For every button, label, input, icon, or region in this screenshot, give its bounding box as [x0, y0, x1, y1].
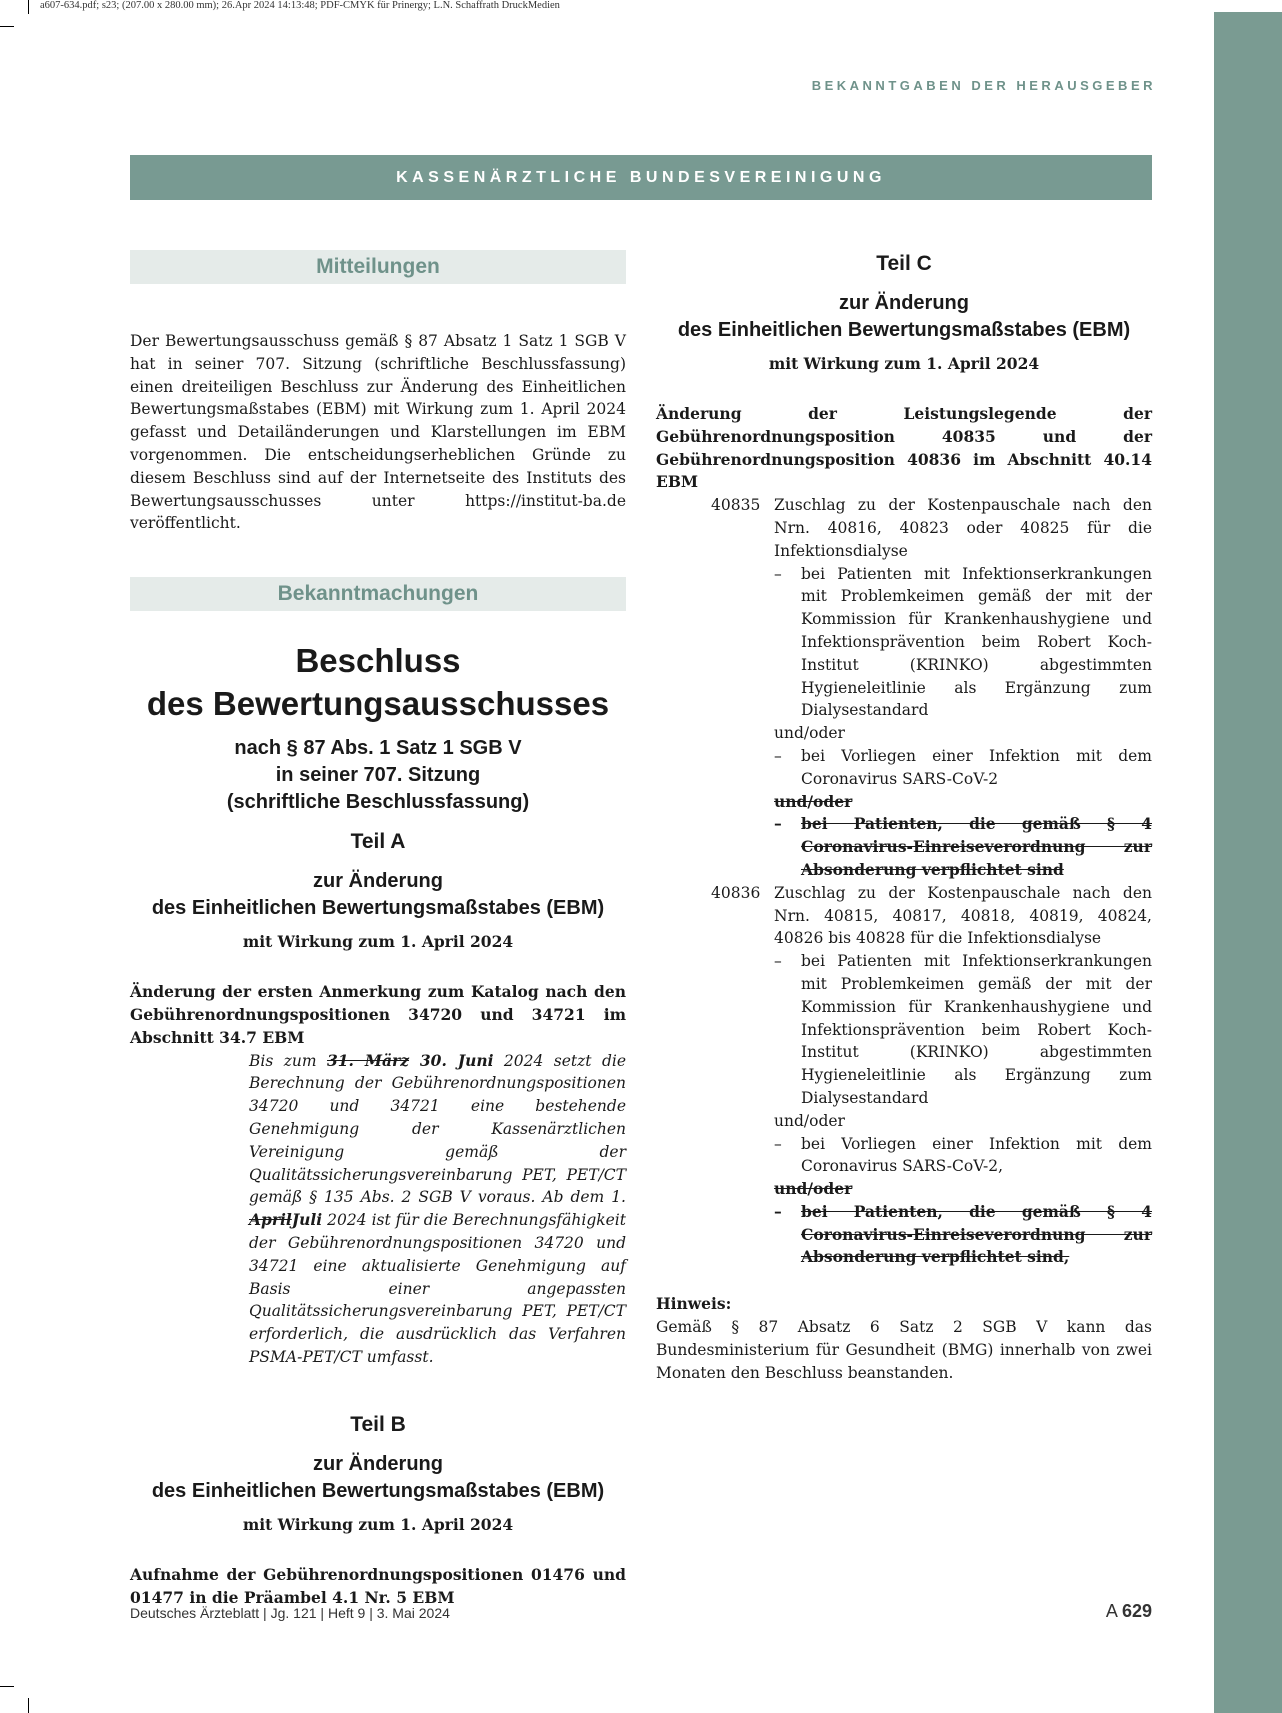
dash: –: [774, 1134, 782, 1153]
gop-bullet: [774, 950, 1152, 1110]
inserted-text: 30. Juni: [409, 1050, 494, 1070]
teil-a-zur-aenderung: zur Änderung: [313, 870, 443, 893]
dash: –: [774, 746, 782, 765]
connector: und/oder: [774, 724, 845, 743]
main-title: [130, 639, 626, 725]
dash: –: [774, 952, 782, 971]
page-prefix: A: [1105, 1601, 1117, 1621]
title-line-2: des Bewertungsausschusses: [146, 685, 610, 723]
running-head: BEKANNTGABEN DER HERAUSGEBER: [811, 78, 1156, 93]
hinweis-heading: Hinweis:: [656, 1294, 732, 1314]
teil-b-change-heading: Aufnahme der Gebührenordnungspositionen 01476 und 01477 in die Präambel 4.1 Nr. 5 EBM: [130, 1564, 626, 1607]
connector: und/oder: [774, 1111, 845, 1130]
footer-citation: Deutsches Ärzteblatt | Jg. 121 | Heft 9 | 3. Mai 2024: [130, 1605, 450, 1621]
mitteilungen-heading: Mitteilungen: [130, 250, 626, 284]
amended-text-part: 2024 setzt die Berechnung der Gebührenordnungspositionen 34720 und 34721 eine bestehende Genehmigung der Kassenärztlichen Vereinigung gemäß der Qualitätssicherungsvereinbarung PET, PET/CT gemäß § 135 Abs. 2 SGB V voraus. Ab dem 1.: [249, 1051, 627, 1207]
teil-c-change-heading: Änderung der Leistungslegende der Gebührenordnungsposition 40835 und der Gebührenordnungsposition 40836 im Abschnitt 40.14 EBM: [656, 404, 1152, 492]
teil-c-heading: Teil C: [876, 252, 932, 275]
teil-b-wirkung: mit Wirkung zum 1. April 2024: [242, 1514, 514, 1534]
title-line-1: Beschluss: [295, 642, 461, 680]
hinweis-text: Gemäß § 87 Absatz 6 Satz 2 SGB V kann das Bundesministerium für Gesundheit (BMG) innerhalb von zwei Monaten den Beschluss beanstanden.: [656, 1318, 1152, 1382]
crop-mark-bottom-left: [28, 1698, 29, 1713]
gop-number: 40835: [711, 496, 761, 515]
gop-entry-40835: [656, 494, 1152, 882]
bullet-text: bei Vorliegen einer Infektion mit dem Coronavirus SARS-CoV-2,: [801, 1134, 1152, 1176]
gop-entry-40836: [656, 882, 1152, 1270]
journal-volume: Jg. 121: [270, 1605, 317, 1621]
subtitle-line-2: in seiner 707. Sitzung: [275, 764, 481, 787]
print-info-line: a607-634.pdf; s23; (207.00 x 280.00 mm); 26.Apr 2024 14:13:48; PDF-CMYK für Prinergy; L.N. Schaffrath DruckMedien: [40, 0, 560, 11]
teil-a-heading: Teil A: [350, 830, 406, 854]
teil-a-ebm: des Einheitlichen Bewertungsmaßstabes (EBM): [151, 897, 605, 920]
page-number: [1106, 1601, 1152, 1622]
bullet-text: bei Patienten mit Infektionserkrankungen mit Problemkeimen gemäß der mit der Kommission für Krankenhaushygiene und Infektionsprävention beim Robert Koch-Institut (KRINKO) abgestimmten Hygieneleitlinie als Ergänzung zum Dialysestandard: [801, 952, 1152, 1107]
amended-text-part: 2024 ist für die Berechnungsfähigkeit der Gebührenordnungspositionen 34720 und 34721 eine aktualisierte Genehmigung auf Basis einer angepassten Qualitätssicherungsvereinbarung PET, PET/CT erforderlich, die ausdrücklich das Verfahren PSMA-PET/CT umfasst.: [249, 1211, 626, 1366]
subtitle-line-1: nach § 87 Abs. 1 Satz 1 SGB V: [234, 737, 522, 760]
bullet-text: bei Patienten, die gemäß § 4 Coronavirus-Einreiseverordnung zur Absonderung verpflichtet sind: [801, 814, 1152, 879]
bekanntmachungen-heading: Bekanntmachungen: [130, 577, 626, 611]
deleted-text: 31. März: [326, 1050, 410, 1070]
teil-a-wirkung: mit Wirkung zum 1. April 2024: [242, 932, 514, 952]
connector-deleted: und/oder: [774, 791, 853, 811]
gop-description: Zuschlag zu der Kostenpauschale nach den Nrn. 40816, 40823 oder 40825 für die Infektionsdialyse: [774, 496, 1152, 560]
teil-c-zur-aenderung: zur Änderung: [839, 292, 969, 314]
mitteilungen-text: Der Bewertungsausschuss gemäß § 87 Absatz 1 Satz 1 SGB V hat in seiner 707. Sitzung (schriftliche Beschlussfassung) einen dreiteiligen Beschluss zur Änderung des Einheitlichen Bewertungsmaßstabes (EBM) mit Wirkung zum 1. April 2024 gefasst und Detailänderungen und Klarstellungen im EBM vorgenommen. Die entscheidungserheblichen Gründe zu diesem Beschluss sind auf der Internetseite des Instituts des Bewertungsausschusses unter https://institut-ba.de veröffentlicht.: [130, 332, 626, 533]
gop-bullet-deleted: [774, 1201, 1152, 1269]
crop-mark-left: [0, 26, 14, 27]
teil-c-wirkung: mit Wirkung zum 1. April 2024: [768, 354, 1040, 373]
teil-a-change-heading: Änderung der ersten Anmerkung zum Katalog nach den Gebührenordnungspositionen 34720 und 34721 im Abschnitt 34.7 EBM: [130, 982, 626, 1047]
right-column: [656, 250, 1152, 1384]
teil-b-heading: Teil B: [350, 1412, 406, 1436]
left-column: [130, 250, 626, 1609]
gop-description: Zuschlag zu der Kostenpauschale nach den Nrn. 40815, 40817, 40818, 40819, 40824, 40826 bis 40828 für die Infektionsdialyse: [774, 883, 1152, 948]
connector-deleted: und/oder: [774, 1179, 853, 1199]
journal-issue: Heft 9: [327, 1605, 366, 1621]
bullet-text: bei Vorliegen einer Infektion mit dem Coronavirus SARS-CoV-2: [801, 746, 1152, 788]
inserted-text: Juli: [291, 1210, 323, 1230]
teil-a-amended-text: [249, 1050, 626, 1369]
section-banner: KASSENÄRZTLICHE BUNDESVEREINIGUNG: [130, 155, 1152, 200]
crop-mark-left-bottom: [0, 1686, 14, 1687]
gop-bullet-deleted: [774, 813, 1152, 881]
subtitle-line-3: (schriftliche Beschlussfassung): [226, 791, 530, 814]
gop-bullet: [774, 1133, 1152, 1179]
gop-bullet: [774, 563, 1152, 723]
crop-mark-top-left: [28, 0, 29, 14]
dash: –: [774, 814, 782, 834]
teil-b-zur-aenderung: zur Änderung: [313, 1452, 443, 1475]
bullet-text: bei Patienten, die gemäß § 4 Coronavirus-Einreiseverordnung zur Absonderung verpflichtet sind,: [801, 1201, 1152, 1267]
journal-date: 3. Mai 2024: [376, 1605, 450, 1621]
bullet-text: bei Patienten mit Infektionserkrankungen mit Problemkeimen gemäß der mit der Kommission für Krankenhaushygiene und Infektionsprävention beim Robert Koch-Institut (KRINKO) abgestimmten Hygieneleitlinie als Ergänzung zum Dialysestandard: [801, 564, 1152, 720]
side-color-bar: [1214, 12, 1282, 1713]
gop-bullet: [774, 745, 1152, 791]
gop-number: 40836: [711, 883, 761, 902]
amended-text-part: Bis zum: [249, 1051, 327, 1070]
journal-name: Deutsches Ärzteblatt: [130, 1605, 260, 1621]
deleted-text: April: [249, 1210, 292, 1230]
subtitle-block: [130, 735, 626, 816]
dash: –: [774, 1201, 782, 1221]
dash: –: [774, 564, 782, 583]
teil-c-ebm: des Einheitlichen Bewertungsmaßstabes (EBM): [677, 319, 1131, 341]
teil-b-ebm: des Einheitlichen Bewertungsmaßstabes (EBM): [151, 1479, 605, 1502]
page-number-value: 629: [1121, 1601, 1152, 1621]
